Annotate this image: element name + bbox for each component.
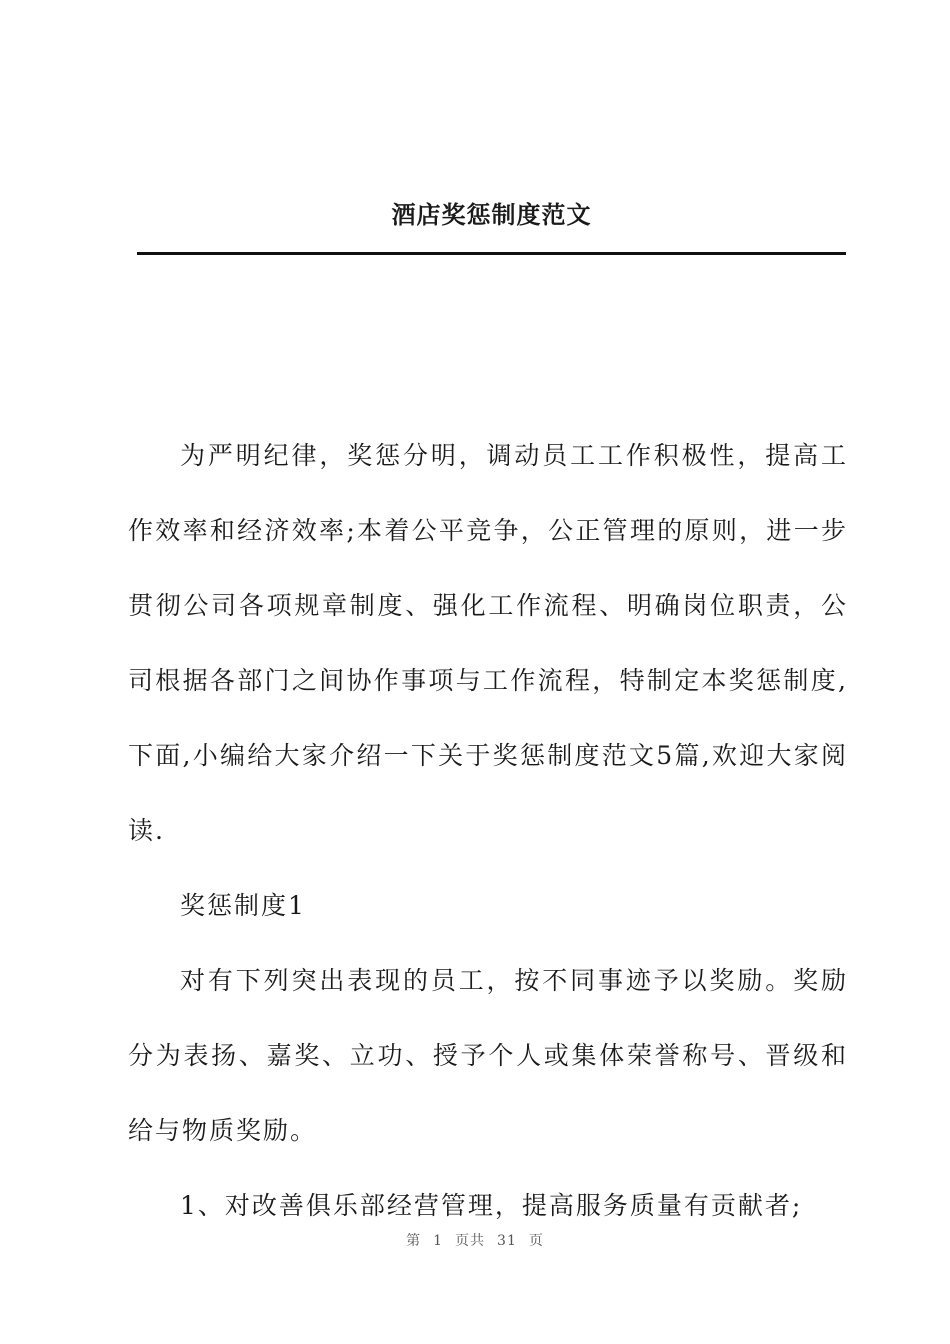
footer-page-number: 1 xyxy=(433,1233,444,1249)
page-footer xyxy=(0,1230,950,1250)
intro-paragraph: 为严明纪律，奖惩分明，调动员工工作积极性，提高工作效率和经济效率;本着公平竞争，公正管理的原则，进一步贯彻公司各项规章制度、强化工作流程、明确岗位职责，公司根据各部门之间协作事项与工作流程，特制定本奖惩制度,下面,小编给大家介绍一下关于奖惩制度范文5篇,欢迎大家阅读. xyxy=(128,441,848,845)
footer-suffix: 页 xyxy=(528,1233,544,1249)
section-heading: 奖惩制度1 xyxy=(180,891,306,920)
footer-prefix: 第 xyxy=(406,1233,422,1249)
reward-paragraph: 对有下列突出表现的员工，按不同事迹予以奖励。奖励分为表扬、嘉奖、立功、授予个人或集体荣誉称号、晋级和给与物质奖励。 xyxy=(128,966,848,1145)
list-item: 1、对改善俱乐部经营管理，提高服务质量有贡献者; xyxy=(180,1191,803,1220)
title-underline xyxy=(137,252,846,255)
document-title: 酒店奖惩制度范文 xyxy=(391,201,592,229)
footer-mid: 页共 xyxy=(455,1233,486,1249)
document-body xyxy=(128,418,848,1243)
footer-page-total: 31 xyxy=(497,1233,517,1249)
